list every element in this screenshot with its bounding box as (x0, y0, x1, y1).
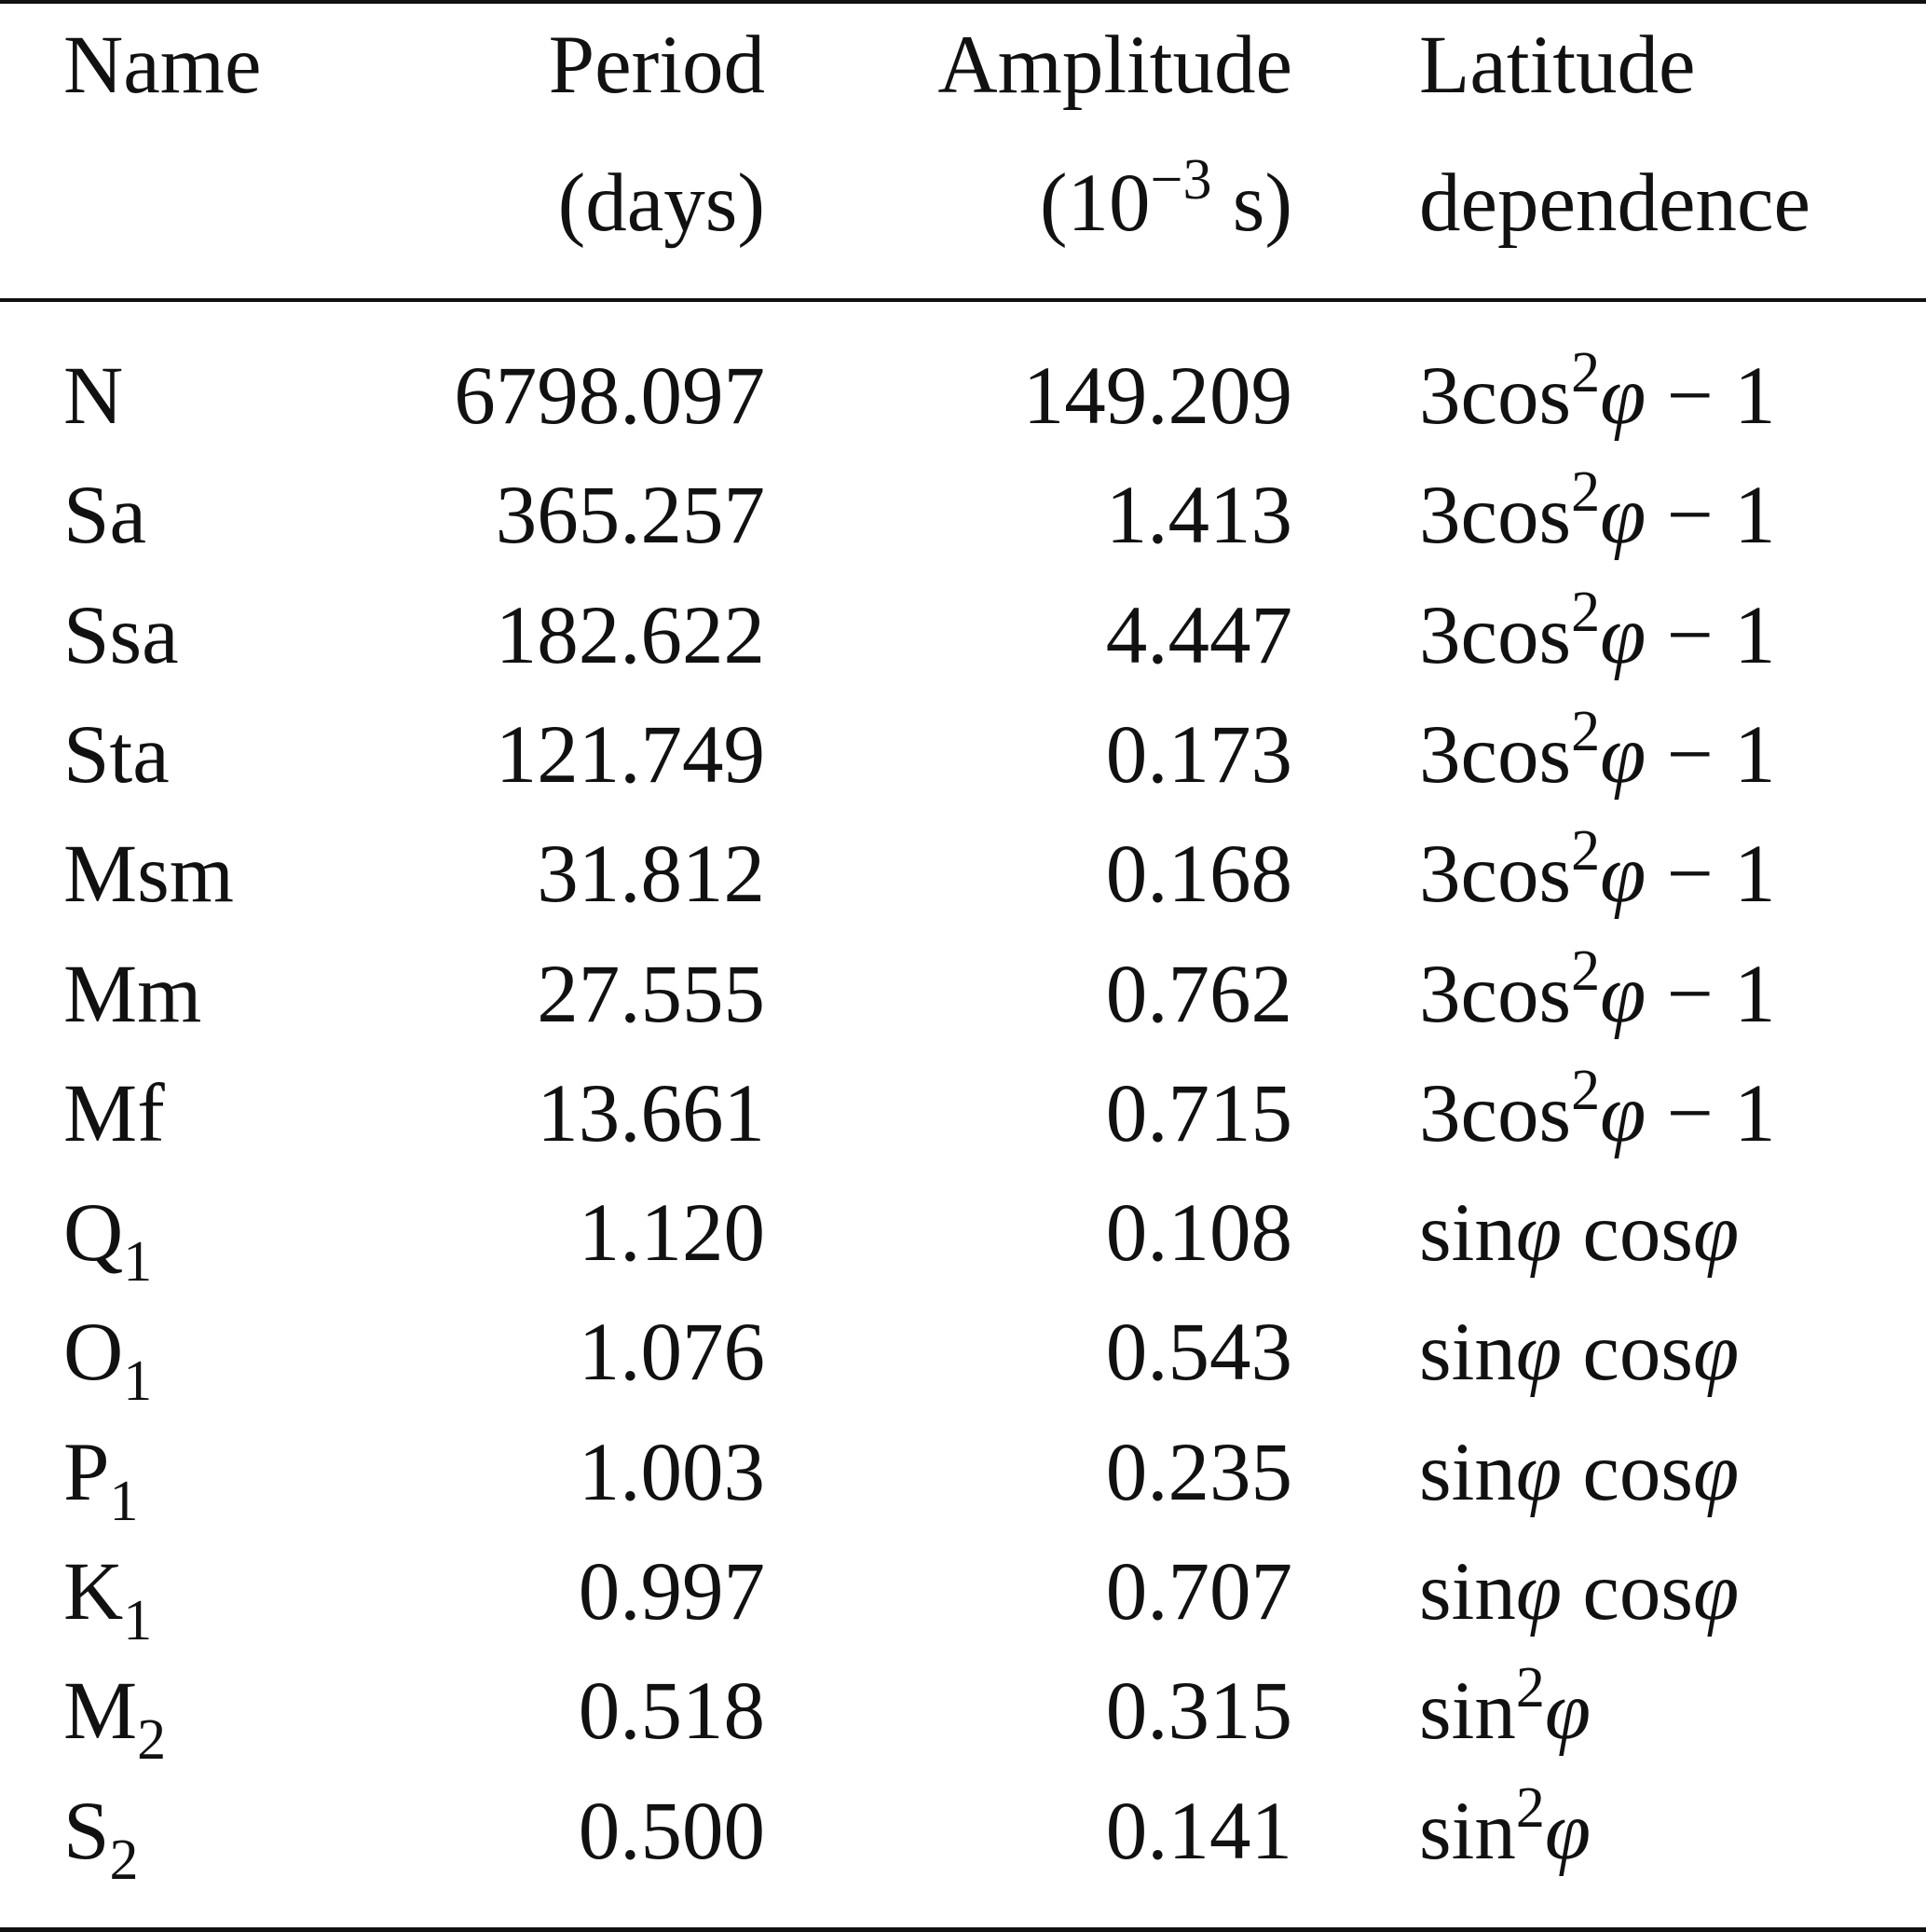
row-latitude-dependence: $\sin^2\varphi$ (1419, 1656, 1591, 1757)
row-name: Sta (63, 709, 170, 801)
row-latitude-dependence: $3\cos^2\varphi - 1$ (1419, 1059, 1776, 1159)
row-latitude-dependence: sinφ cosφ (1419, 1546, 1740, 1637)
row-period: 1.003 (578, 1427, 765, 1518)
row-period: 31.812 (537, 829, 765, 920)
row-period: 13.661 (537, 1068, 765, 1159)
header-latitude-dependence: dependence (1419, 158, 1811, 249)
row-amplitude: 0.235 (1105, 1427, 1292, 1518)
row-period: 0.500 (578, 1786, 765, 1877)
header-latitude: Latitude (1419, 20, 1696, 111)
header-period-unit: (days) (557, 158, 765, 249)
row-period: 1.120 (578, 1187, 765, 1279)
header-amplitude-unit: ($10^{-3}$ s) (1039, 148, 1292, 249)
header-name: Name (63, 20, 262, 111)
row-amplitude: 149.209 (1022, 350, 1292, 442)
row-latitude-dependence: $3\cos^2\varphi - 1$ (1419, 939, 1776, 1040)
row-name: Msm (63, 829, 234, 920)
row-amplitude: 0.168 (1105, 829, 1292, 920)
row-amplitude: 0.715 (1105, 1068, 1292, 1159)
row-amplitude: 0.762 (1105, 949, 1292, 1040)
row-name: Ssa (63, 590, 179, 681)
row-name: Mf (63, 1068, 165, 1159)
row-latitude-dependence: $3\cos^2\varphi - 1$ (1419, 581, 1776, 681)
row-name: $M_2$ (63, 1665, 167, 1772)
row-amplitude: 0.707 (1105, 1546, 1292, 1637)
row-period: 6798.097 (454, 350, 765, 442)
row-period: 182.622 (495, 590, 765, 681)
row-period: 365.257 (495, 470, 765, 561)
row-latitude-dependence: sinφ cosφ (1419, 1427, 1740, 1518)
header-amplitude: Amplitude (937, 20, 1292, 111)
row-name: Mm (63, 949, 202, 1040)
row-amplitude: 0.315 (1105, 1665, 1292, 1757)
row-latitude-dependence: $\sin^2\varphi$ (1419, 1776, 1591, 1877)
header-period: Period (548, 20, 765, 111)
row-latitude-dependence: sinφ cosφ (1419, 1307, 1740, 1398)
row-latitude-dependence: $3\cos^2\varphi - 1$ (1419, 819, 1776, 920)
row-latitude-dependence: $3\cos^2\varphi - 1$ (1419, 700, 1776, 801)
row-period: 27.555 (537, 949, 765, 1040)
row-amplitude: 4.447 (1105, 590, 1292, 681)
top-rule (0, 0, 1926, 4)
row-name: $P_1$ (63, 1427, 139, 1533)
header-rule (0, 298, 1926, 302)
row-name: $O_1$ (63, 1307, 153, 1413)
row-name: $K_1$ (63, 1546, 153, 1652)
row-period: 0.997 (578, 1546, 765, 1637)
row-period: 0.518 (578, 1665, 765, 1757)
row-period: 1.076 (578, 1307, 765, 1398)
row-name: Sa (63, 470, 146, 561)
row-name: $S_2$ (63, 1786, 139, 1892)
row-amplitude: 0.108 (1105, 1187, 1292, 1279)
row-latitude-dependence: sinφ cosφ (1419, 1187, 1740, 1279)
row-name: N (63, 350, 124, 442)
row-name: $Q_1$ (63, 1187, 153, 1294)
row-amplitude: 1.413 (1105, 470, 1292, 561)
bottom-rule (0, 1927, 1926, 1932)
row-amplitude: 0.141 (1105, 1786, 1292, 1877)
row-period: 121.749 (495, 709, 765, 801)
row-latitude-dependence: $3\cos^2\varphi - 1$ (1419, 460, 1776, 561)
row-amplitude: 0.543 (1105, 1307, 1292, 1398)
row-latitude-dependence: $3\cos^2\varphi - 1$ (1419, 341, 1776, 442)
row-amplitude: 0.173 (1105, 709, 1292, 801)
